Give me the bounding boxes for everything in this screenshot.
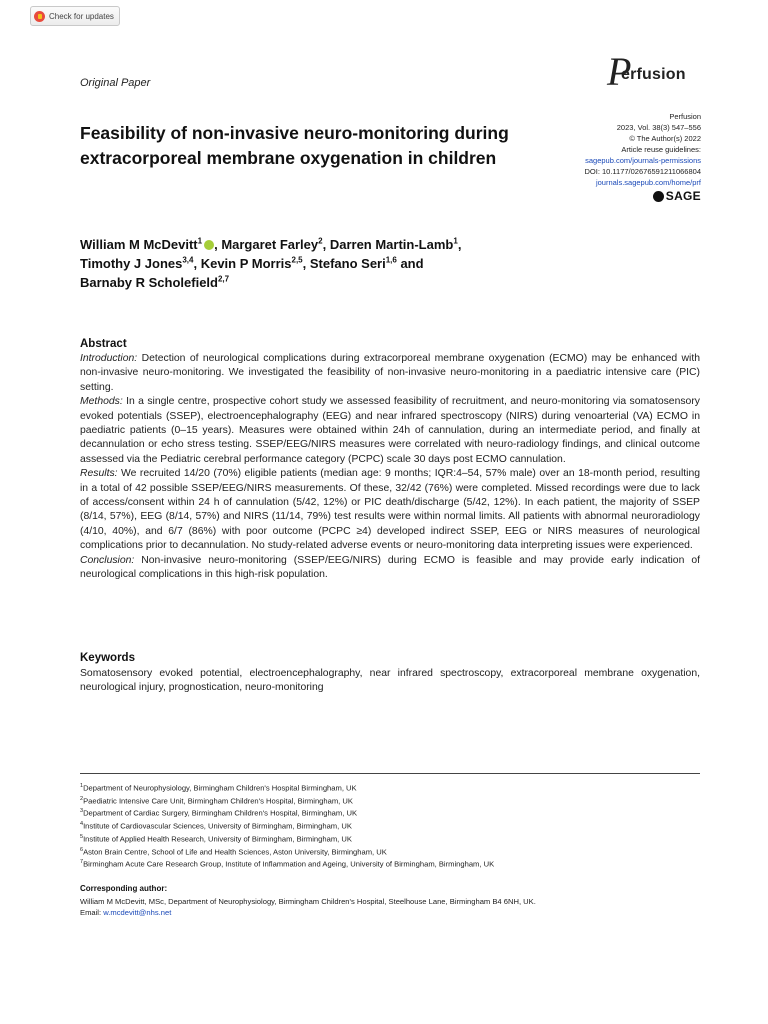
abstract-intro-text: Detection of neurological complications during extracorporeal membrane oxygenation (ECMO) may be enhanced with non-invasive neuro-monitoring. We investigated the feasibility of non-invasive neuro-monitoring in a paediatric intensive care (PIC) setting. <box>80 353 700 393</box>
check-for-updates-button[interactable] <box>30 6 120 26</box>
affiliation-text: Institute of Cardiovascular Sciences, University of Birmingham, Birmingham, UK <box>83 821 352 831</box>
logo-word: erfusion <box>621 66 686 83</box>
affiliation-sup: 2 <box>80 795 84 802</box>
abstract-conclusion-label: Conclusion: <box>80 554 135 566</box>
abstract-body <box>80 352 700 583</box>
affiliation-item <box>80 857 700 870</box>
author-name: Timothy J Jones <box>80 256 183 271</box>
abstract-methods-label: Methods: <box>80 396 123 408</box>
journal-logo <box>607 49 701 94</box>
keywords-heading: Keywords <box>80 652 135 664</box>
abstract-introduction <box>80 352 700 395</box>
abstract-results <box>80 467 700 553</box>
check-for-updates-label: Check for updates <box>49 11 114 21</box>
email-link[interactable]: w.mcdevitt@nhs.net <box>103 908 172 918</box>
email-label: Email: <box>80 908 102 918</box>
affiliation-sup: 1 <box>80 783 84 789</box>
affiliation-sup: 5 <box>80 833 84 840</box>
corresponding-line: William M McDevitt, MSc, Department of Neurophysiology, Birmingham Children's Hospital, Steelhouse Lane, Birmingham B4 6NH, UK. <box>80 897 536 906</box>
publisher-name: SAGE <box>665 189 701 203</box>
affiliation-text: Institute of Applied Health Research, University of Birmingham, Birmingham, UK <box>83 834 352 844</box>
author-name: William M McDevitt <box>80 237 198 252</box>
affiliation-item <box>80 794 700 807</box>
abstract-conclusion-text: Non-invasive neuro-monitoring (SSEP/EEG/NIRS) during ECMO is feasible and may provide early indication of neurological complications in this high-risk population. <box>80 554 700 581</box>
abstract-heading: Abstract <box>80 338 127 350</box>
author-name: Kevin P Morris <box>200 256 292 271</box>
affiliation-item <box>80 806 700 819</box>
publisher-logo <box>653 189 701 203</box>
article-type: Original Paper <box>80 77 151 89</box>
abstract-methods <box>80 395 700 467</box>
author-affiliation-sup: 2,7 <box>217 274 230 284</box>
meta-doi[interactable]: DOI: 10.1177/02676591211066804 <box>584 167 701 176</box>
abstract-results-text: We recruited 14/20 (70%) eligible patients (median age: 9 months; IQR:4–54, 57% male) over an 18-month period, resulting in a total of 42 possible SSEP/EEG/NIRS measurements. Of these, 32/42 (76%) were completed. Missed recordings were due to lack of access/consent within 24 h of cannulation (5/42, 12%) or PIC death/discharge (5/42, 12%). In each patient, the majority of SSEP (8/14, 57%), EEG (8/14, 57%) and NIRS (11/14, 79%) test results were within normal limits. All patients with abnormal neuroradiology (4/10, 40%), and 6/7 (86%) with poor outcome (PCPC ≥4) developed indirect SSEP, EEG or NIRS measures of neurological complications prior to decannulation. No study-related adverse events or neuro-monitoring data interpreting issues were experienced. <box>80 468 701 552</box>
affiliation-list <box>80 781 700 870</box>
meta-reuse: Article reuse guidelines: <box>621 145 701 154</box>
corresponding-email-row <box>80 907 700 918</box>
author-list: William M McDevitt$^1$ , Margaret Farley$^2$, Darren Martin-Lamb$^1$, Timothy J Jones$^{3,4}$, Kevin P Morris$^{2,5}$, Stefano Seri$^{1,6}$ and Barnaby R Scholefield$^{2,7}$ <box>80 236 462 290</box>
affiliation-sup: 4 <box>80 821 84 828</box>
affiliation-item <box>80 832 700 845</box>
author-affiliation-sup: 1,6 <box>385 255 397 265</box>
update-icon <box>34 11 45 22</box>
meta-volume: 2023, Vol. 38(3) 547–556 <box>616 123 701 132</box>
author-affiliation-sup: 1 <box>197 236 203 246</box>
logo-letter: P <box>607 49 632 94</box>
author-name: Margaret Farley <box>221 237 319 252</box>
abstract-results-label: Results: <box>80 468 118 480</box>
author-name: Barnaby R Scholefield <box>80 275 218 290</box>
author-affiliation-sup: 2 <box>318 236 323 246</box>
sage-icon <box>653 191 664 202</box>
affiliation-text: Department of Cardiac Surgery, Birmingham Children's Hospital, Birmingham, UK <box>83 809 358 818</box>
corresponding-heading: Corresponding author: <box>80 884 168 893</box>
affiliation-item <box>80 819 700 832</box>
meta-journal: Perfusion <box>669 112 701 121</box>
affiliation-sup: 3 <box>80 808 84 815</box>
affiliation-text: Paediatric Intensive Care Unit, Birmingham Children's Hospital, Birmingham, UK <box>83 796 353 806</box>
affiliation-item <box>80 845 700 858</box>
permissions-link[interactable]: sagepub.com/journals-permissions <box>585 156 701 165</box>
author-affiliation-sup: 2,5 <box>291 255 303 265</box>
footnote-divider <box>80 773 700 774</box>
abstract-intro-label: Introduction: <box>80 353 138 364</box>
affiliation-sup: 7 <box>80 859 84 866</box>
paper-title: Feasibility of non-invasive neuro-monitoring during extracorporeal membrane oxygenation in children <box>80 123 509 168</box>
article-meta <box>585 111 702 188</box>
abstract-conclusion <box>80 554 700 583</box>
author-name: Darren Martin-Lamb <box>329 237 454 252</box>
author-affiliation-sup: 3,4 <box>182 255 194 265</box>
orcid-icon[interactable] <box>204 240 214 250</box>
meta-copyright: © The Author(s) 2022 <box>629 134 701 143</box>
journal-homepage-link[interactable]: journals.sagepub.com/home/prf <box>595 178 701 187</box>
keywords-text: Somatosensory evoked potential, electroencephalography, near infrared spectroscopy, extracorporeal membrane oxygenation, neurological injury, prognostication, neuro-monitoring <box>80 668 700 694</box>
author-name: Stefano Seri <box>309 256 386 271</box>
affiliation-text: Birmingham Acute Care Research Group, Institute of Inflammation and Ageing, University of Birmingham, Birmingham, UK <box>83 859 495 869</box>
corresponding-author <box>80 896 700 918</box>
affiliation-text: Aston Brain Centre, School of Life and Health Sciences, Aston University, Birmingham, UK <box>83 847 387 857</box>
author-affiliation-sup: 1 <box>453 236 458 246</box>
affiliation-text: Department of Neurophysiology, Birmingham Children's Hospital Birmingham, UK <box>83 783 357 793</box>
affiliation-sup: 6 <box>80 846 84 853</box>
abstract-methods-text: In a single centre, prospective cohort study we assessed feasibility of recruitment, and neuro-monitoring via somatosensory evoked potentials (SSEP), electroencephalography (EEG) and near infrared spectroscopy (NIRS) during venoarterial (VA) ECMO in paediatric patients (0–15 years). Measures were obtained within 24h of cannulation, during an intermediate period, and finally at decannulation or echo stress testing. SSEP/EEG/NIRS measures were correlated with neuro-radiology findings, and clinical outcome assessed via the Pediatric cerebral performance category (PCPC) scale 30 days post ECMO cannulation. <box>80 396 700 465</box>
affiliation-item <box>80 781 700 794</box>
